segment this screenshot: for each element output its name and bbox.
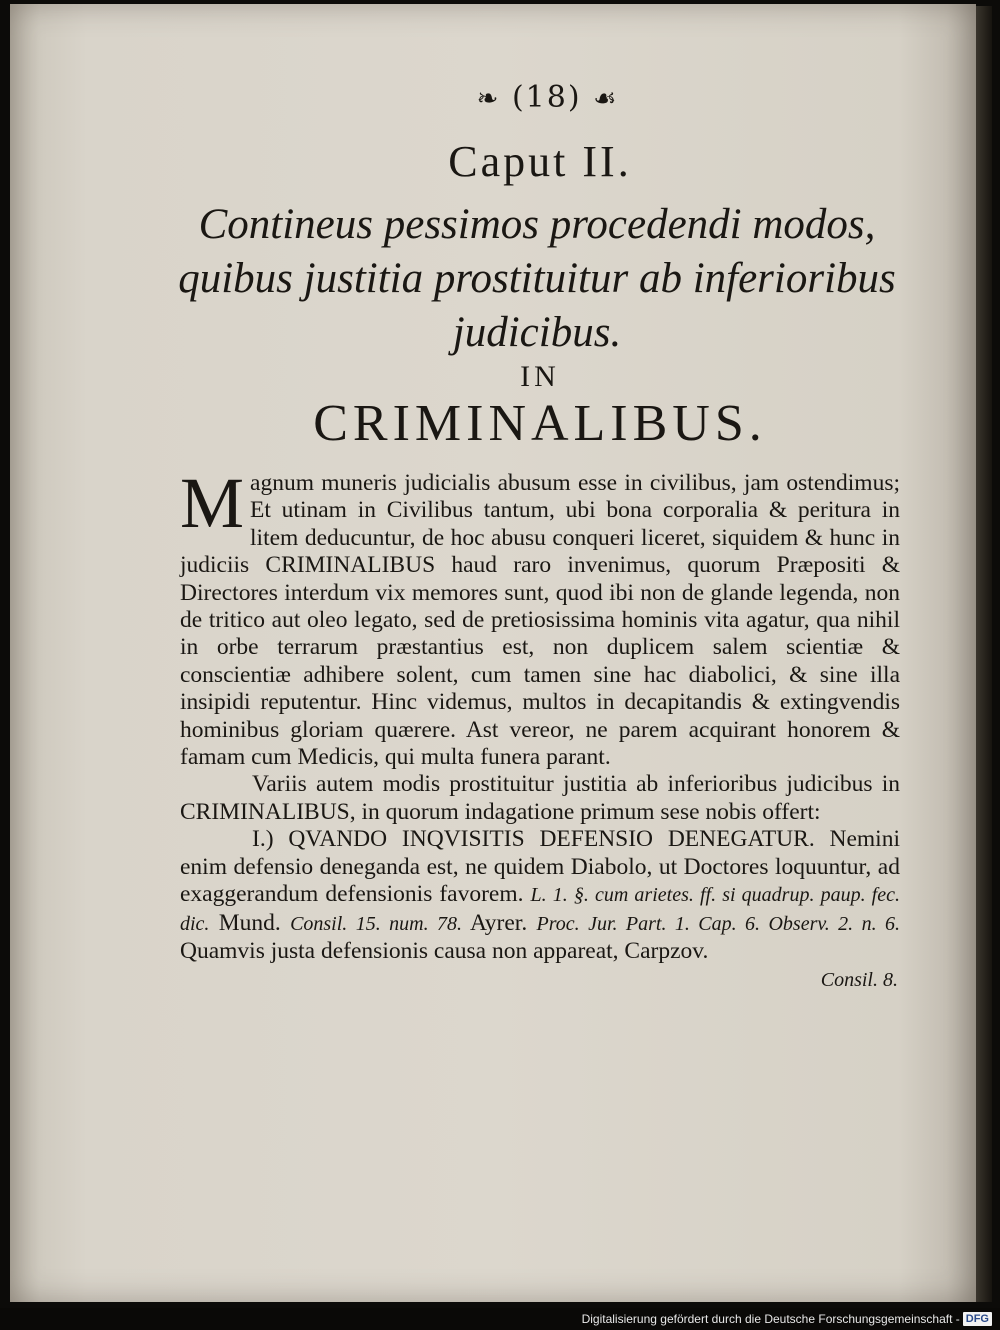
dfg-logo-icon: DFG (963, 1312, 992, 1326)
catchword: Consil. 8. (820, 969, 898, 992)
citation-2: Consil. 15. num. 78. (290, 912, 462, 935)
body-text (180, 463, 900, 995)
paragraph-2: Variis autem modis prostituitur justitia ab inferioribus judicibus in CRIMINALIBUS, in quorum indagatione primum sese nobis offert: (180, 771, 900, 825)
footer-credit: Digitalisierung gefördert durch die Deutsche Forschungsgemeinschaft - (581, 1312, 960, 1326)
citation-1: L. 1. §. cum arietes. ff. si quadrup. paup. fec. dic. (180, 884, 900, 935)
page-edge (976, 6, 992, 1302)
page-header (195, 80, 900, 122)
citation-1b: Mund. (218, 909, 281, 936)
chapter-title: Caput II. (448, 137, 632, 186)
chapter-in-label: IN (520, 360, 560, 393)
fleuron-left-icon: ❧ (476, 84, 501, 114)
digitization-footer (582, 1312, 992, 1326)
citation-2b: Ayrer. (469, 909, 528, 936)
paragraph-1 (180, 463, 900, 771)
drop-cap: M (180, 463, 245, 543)
page-content (180, 80, 900, 995)
paragraph-3 (180, 826, 900, 965)
page-number: (18) (511, 80, 582, 115)
fleuron-right-icon: ☙ (593, 84, 619, 114)
paragraph-3-end: Quamvis justa defensionis causa non appareat, Carpzov. (180, 937, 709, 964)
paragraph-1-text: agnum muneris judicialis abusum esse in civilibus, jam ostendimus; Et utinam in Civilibus tantum, ubi bona corporalia & peritura in litem deducuntur, de hoc abusu conqueri liceret, siquidem & hunc in judiciis CRIMINALIBUS haud raro invenimus, quorum Præpositi & Directores interdum vix memores sunt, quod ibi non de glande legenda, non de tritico aut oleo legato, sed de pretiosissima hominis vita agatur, qua nihil in orbe terrarum præstantius est, non duplicem salem scientiæ & conscientiæ adhibere solent, cum tamen sine hac diabolici, & sine illa insipidi reputentur. Hinc videmus, multos in decapitandis & extingvendis hominibus gloriam quærere. Ast vereor, ne parem acquirant honorem & famam cum Medicis, qui multa funera parant. (180, 470, 900, 771)
chapter-subtitle: Contineus pessimos procedendi modos, quibus justitia prostituitur ab inferioribus judicibus. (178, 201, 896, 356)
citation-3: Proc. Jur. Part. 1. Cap. 6. Observ. 2. n. 6. (536, 912, 900, 935)
paragraph-3-start: I.) QVANDO INQVISITIS DEFENSIO DENEGATUR. Nemini enim defensio deneganda est, ne quidem Diabolo, ut Doctores loquuntur, ad exaggerandum defensionis favorem. (180, 826, 900, 908)
chapter-heading: CRIMINALIBUS. (313, 395, 767, 452)
